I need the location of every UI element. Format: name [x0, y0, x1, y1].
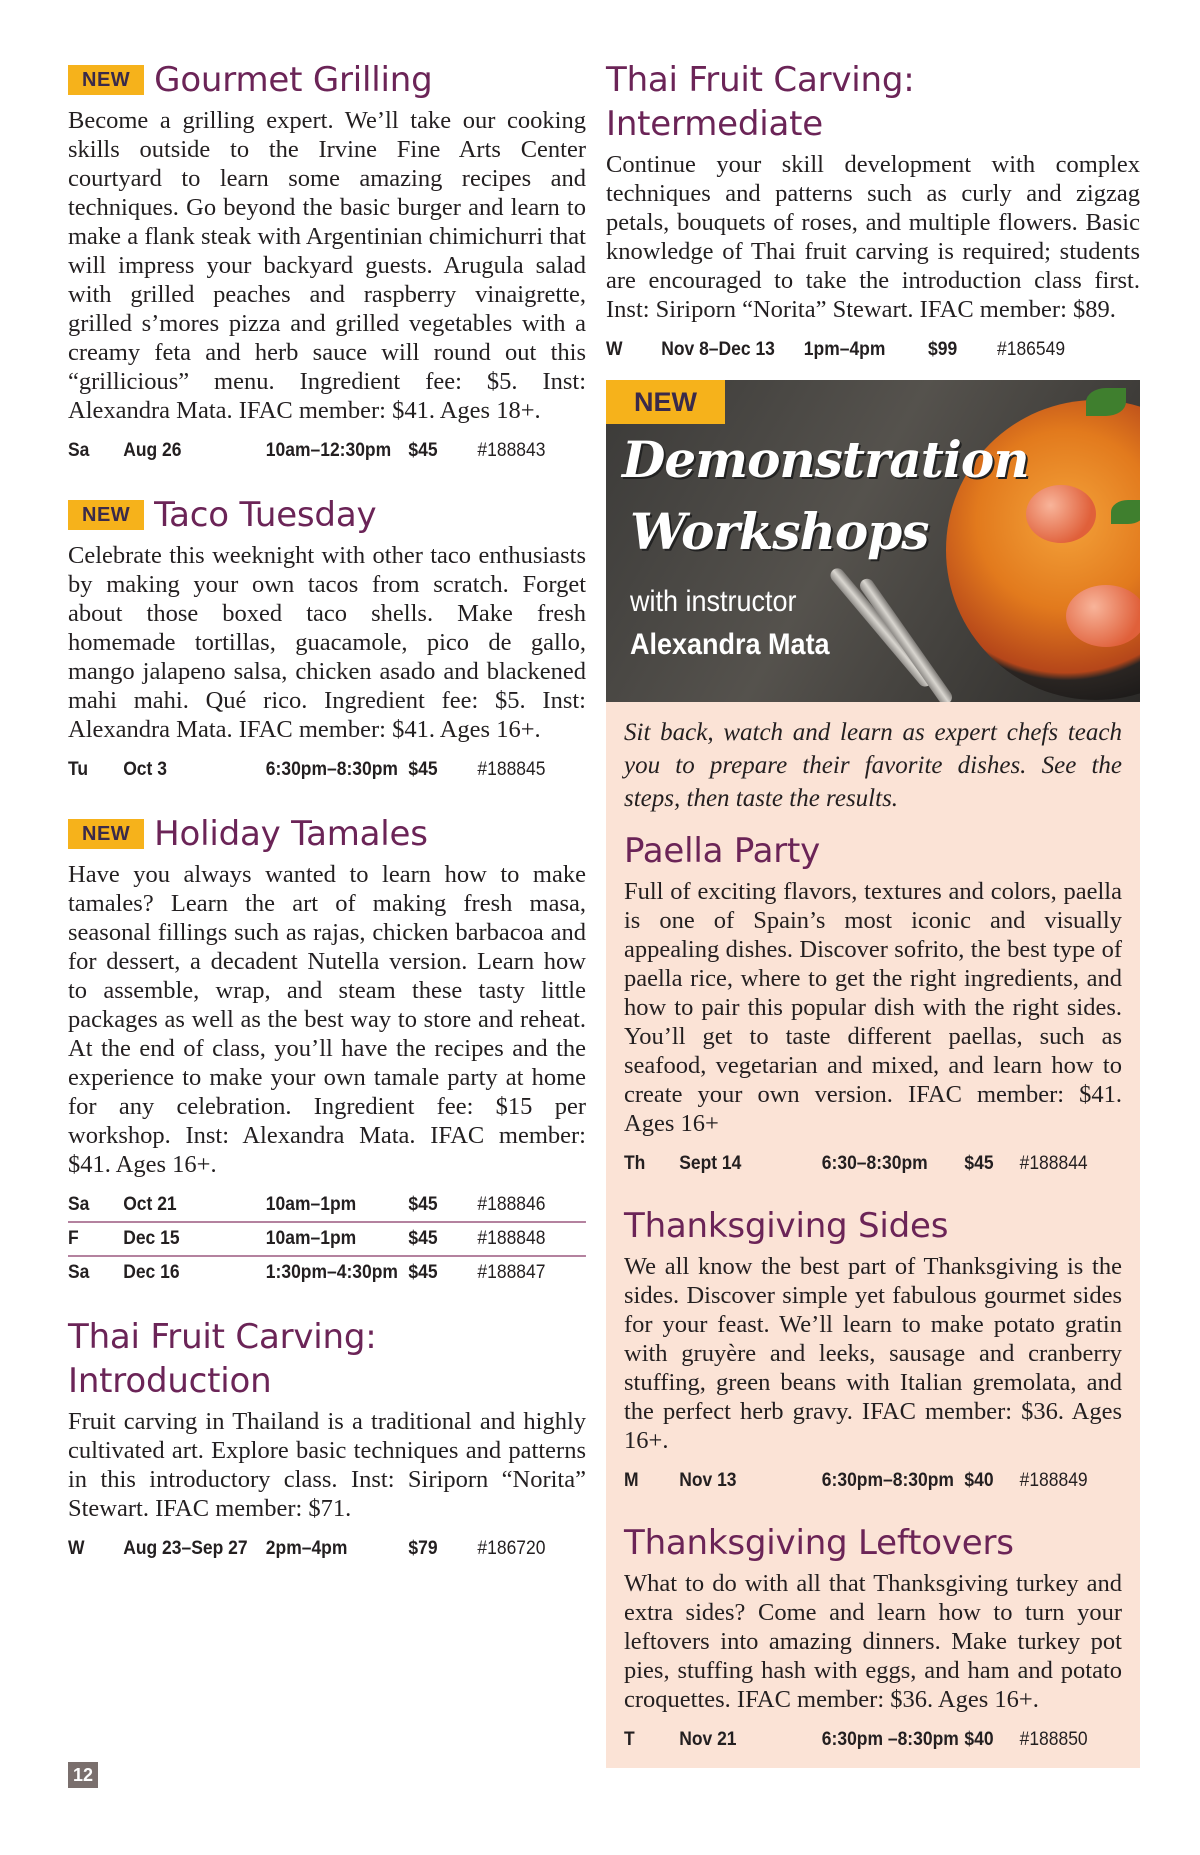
course-header	[68, 812, 586, 856]
session-date: Aug 23–Sep 27	[123, 1538, 248, 1559]
session-fee: $45	[964, 1153, 994, 1174]
course-number: #186549	[997, 339, 1066, 360]
session-time: 6:30–8:30pm	[821, 1153, 928, 1174]
shrimp-image	[1026, 485, 1096, 543]
course-number: #188850	[1019, 1729, 1088, 1750]
course-header	[606, 58, 1140, 146]
course-title: Taco Tuesday	[154, 495, 377, 535]
course-taco-tuesday	[68, 493, 586, 786]
course-description: We all know the best part of Thanksgiving is the sides. Discover simple yet fabulous gourmet sides for your feast. We’ll learn to make potato gratin with gruyère and leeks, sausage and cranberry stuffing, green beans with Italian gremolata, and the perfect herb gravy. IFAC member: $36. Ages 16+.	[624, 1253, 1122, 1454]
right-column	[606, 58, 1140, 1768]
schedule-row	[606, 334, 1140, 366]
course-title: Thai Fruit Carving: Introduction	[68, 1317, 377, 1401]
session-fee: $45	[408, 1262, 438, 1283]
session-day: Sa	[68, 1262, 90, 1283]
session-time: 1pm–4pm	[803, 339, 886, 360]
session-time: 1:30pm–4:30pm	[265, 1262, 398, 1283]
course-number: #188845	[477, 759, 546, 780]
session-fee: $45	[408, 759, 438, 780]
left-column	[68, 58, 586, 1591]
course-description: Continue your skill development with complex techniques and patterns such as curly and zigzag petals, bouquets of roses, and multiple flowers. Basic knowledge of Thai fruit carving is required; students are encouraged to take the introduction class first. Inst: Siriporn “Norita” Stewart. IFAC member: $89.	[606, 151, 1140, 323]
course-thai-fruit-carving-intermediate	[606, 58, 1140, 366]
session-fee: $45	[408, 1194, 438, 1215]
course-number: #188847	[477, 1262, 546, 1283]
course-paella-party	[624, 829, 1122, 1180]
course-thanksgiving-sides	[624, 1204, 1122, 1497]
course-title: Holiday Tamales	[154, 814, 428, 854]
session-date: Nov 21	[679, 1729, 737, 1750]
session-day: W	[68, 1538, 85, 1559]
session-date: Nov 8–Dec 13	[661, 339, 775, 360]
session-date: Oct 3	[123, 759, 167, 780]
session-fee: $99	[928, 339, 958, 360]
course-number: #188849	[1019, 1470, 1088, 1491]
course-thai-fruit-carving-intro	[68, 1315, 586, 1565]
demonstration-workshops-banner	[606, 380, 1140, 702]
page-number: 12	[68, 1762, 98, 1788]
session-day: T	[624, 1729, 635, 1750]
course-header	[624, 1521, 1122, 1565]
course-thanksgiving-leftovers	[624, 1521, 1122, 1756]
session-day: Sa	[68, 1194, 90, 1215]
schedule-row	[68, 754, 586, 786]
session-date: Aug 26	[123, 440, 182, 461]
schedule-row	[68, 1255, 586, 1289]
course-holiday-tamales	[68, 812, 586, 1289]
session-time: 6:30pm–8:30pm	[265, 759, 398, 780]
schedule-row	[68, 435, 586, 467]
course-header	[624, 829, 1122, 873]
schedule-table	[624, 1465, 1122, 1497]
course-title: Paella Party	[624, 831, 821, 871]
session-date: Oct 21	[123, 1194, 177, 1215]
schedule-table	[624, 1148, 1122, 1180]
course-number: #188848	[477, 1228, 546, 1249]
session-day: W	[606, 339, 623, 360]
schedule-row	[624, 1724, 1122, 1756]
schedule-table	[624, 1724, 1122, 1756]
schedule-row	[68, 1533, 586, 1565]
session-time: 10am–12:30pm	[265, 440, 392, 461]
course-description: Full of exciting flavors, textures and colors, paella is one of Spain’s most iconic and visually appealing dishes. Discover sofrito, the best type of paella rice, where to get the right ingredients, and how to pair this popular dish with the right sides. You’ll get to taste different paellas, such as seafood, vegetarian and mixed, and learn how to create your own version. IFAC member: $41. Ages 16+	[624, 878, 1122, 1137]
herb-leaf-image	[1086, 388, 1126, 416]
session-day: Sa	[68, 440, 90, 461]
course-title: Thai Fruit Carving: Intermediate	[606, 60, 915, 144]
session-time: 2pm–4pm	[265, 1538, 348, 1559]
course-title: Thanksgiving Sides	[624, 1206, 949, 1246]
session-date: Sept 14	[679, 1153, 742, 1174]
schedule-row	[68, 1221, 586, 1255]
new-badge: NEW	[68, 819, 144, 849]
course-number: #188846	[477, 1194, 546, 1215]
course-description: Celebrate this weeknight with other taco enthusiasts by making your own tacos from scratch. Forget about those boxed taco shells. Make fresh homemade tortillas, guacamole, pico de gallo, mango jalapeno salsa, chicken asado and blackened mahi mahi. Qué rico. Ingredient fee: $5. Inst: Alexandra Mata. IFAC member: $41. Ages 16+.	[68, 542, 586, 743]
promo-title-line2: Workshops	[630, 502, 929, 561]
session-fee: $45	[408, 440, 438, 461]
course-header	[624, 1204, 1122, 1248]
session-date: Nov 13	[679, 1470, 737, 1491]
demonstration-panel	[606, 702, 1140, 1768]
session-day: M	[624, 1470, 639, 1491]
herb-leaf-image	[1111, 500, 1140, 524]
session-fee: $40	[964, 1729, 994, 1750]
course-header	[68, 1315, 586, 1403]
course-number: #188844	[1019, 1153, 1088, 1174]
session-fee: $45	[408, 1228, 438, 1249]
course-description: Have you always wanted to learn how to make tamales? Learn the art of making fresh masa, seasonal fillings such as rajas, chicken barbacoa and for dessert, a decadent Nutella version. Learn how to assemble, wrap, and steam these tasty little packages as well as the best way to store and reheat. At the end of class, you’ll have the recipes and the experience to make your own tamale party at home for any celebration. Ingredient fee: $15 per workshop. Inst: Alexandra Mata. IFAC member: $41. Ages 16+.	[68, 861, 586, 1178]
course-gourmet-grilling	[68, 58, 586, 467]
schedule-table	[68, 1533, 586, 1565]
schedule-table	[68, 435, 586, 467]
session-fee: $79	[408, 1538, 438, 1559]
promo-instructor: Alexandra Mata	[630, 628, 830, 661]
course-header	[68, 493, 586, 537]
session-date: Dec 15	[123, 1228, 180, 1249]
session-time: 10am–1pm	[265, 1194, 357, 1215]
course-description: Become a grilling expert. We’ll take our cooking skills outside to the Irvine Fine Arts Center courtyard to learn some amazing recipes and techniques. Go beyond the basic burger and learn to make a flank steak with Argentinian chimichurri that will impress your backyard guests. Arugula salad with grilled peaches and raspberry vinaigrette, grilled s’mores pizza and grilled vegetables with a creamy feta and herb sauce will round out this “grillicious” menu. Ingredient fee: $5. Inst: Alexandra Mata. IFAC member: $41. Ages 18+.	[68, 107, 586, 424]
session-day: Tu	[68, 759, 89, 780]
course-description: What to do with all that Thanksgiving turkey and extra sides? Come and learn how to turn your leftovers into amazing dinners. Make turkey pot pies, stuffing hash with eggs, and ham and potato croquettes. IFAC member: $36. Ages 16+.	[624, 1570, 1122, 1713]
new-badge: NEW	[68, 65, 144, 95]
course-title: Gourmet Grilling	[154, 60, 433, 100]
schedule-table	[68, 1189, 586, 1289]
session-time: 6:30pm–8:30pm	[821, 1470, 954, 1491]
course-number: #186720	[477, 1538, 546, 1559]
schedule-table	[68, 754, 586, 786]
shrimp-image	[1066, 585, 1140, 647]
session-fee: $40	[964, 1470, 994, 1491]
schedule-row	[624, 1148, 1122, 1180]
schedule-row	[624, 1465, 1122, 1497]
course-title: Thanksgiving Leftovers	[624, 1523, 1014, 1563]
panel-intro: Sit back, watch and learn as expert chefs teach you to prepare their favorite dishes. See the steps, then taste the results.	[624, 719, 1122, 812]
course-number: #188843	[477, 440, 546, 461]
course-description: Fruit carving in Thailand is a traditional and highly cultivated art. Explore basic techniques and patterns in this introductory class. Inst: Siriporn “Norita” Stewart. IFAC member: $71.	[68, 1408, 586, 1522]
promo-title-line1: Demonstration	[622, 430, 1029, 489]
spoon-image	[857, 576, 955, 702]
course-header	[68, 58, 586, 102]
new-badge: NEW	[68, 500, 144, 530]
schedule-row	[68, 1189, 586, 1221]
promo-subtitle: with instructor	[630, 585, 797, 618]
schedule-table	[606, 334, 1140, 366]
session-time: 6:30pm –8:30pm	[821, 1729, 959, 1750]
session-date: Dec 16	[123, 1262, 180, 1283]
new-badge: NEW	[606, 380, 725, 424]
session-time: 10am–1pm	[265, 1228, 357, 1249]
session-day: F	[68, 1228, 79, 1249]
session-day: Th	[624, 1153, 646, 1174]
